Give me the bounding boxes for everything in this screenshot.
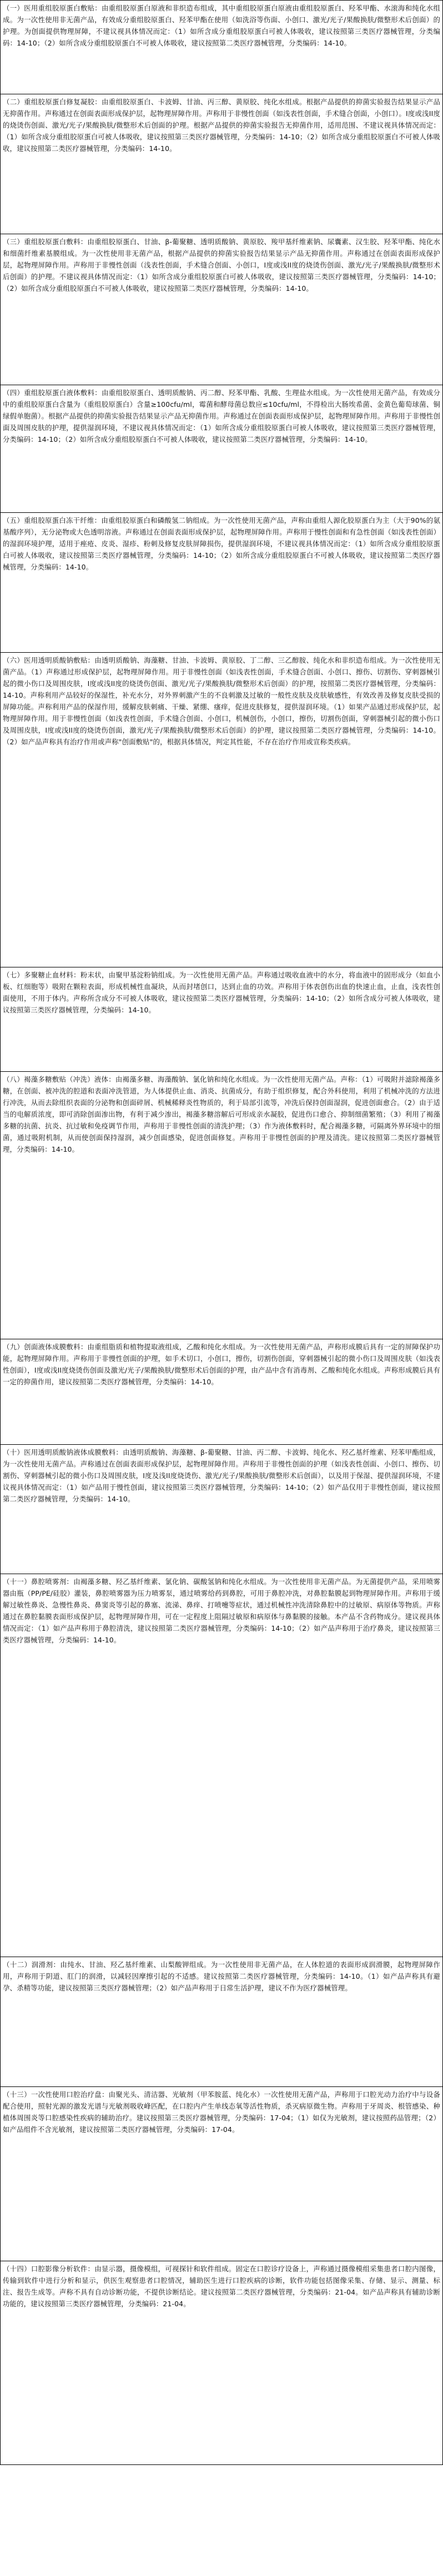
item-06: （六）医用透明质酸钠敷贴：由透明质酸钠、海藻糖、甘油、卡波姆、黄原胶、丁二醇、三乙醇胺、纯化水和非织造布组成。为一次性使用无菌产品。（1）声称通过形成保护层，起物理屏障作用。用于非慢性创面（如浅表性创面，手术缝合创面、小创口、擦伤、切割伤、穿刺器械引起的微小伤口及周围皮肤，I度或浅II度的烧烫伤创面、激光/光子/果酸换肤/微整形术后创面）的护理，按照第二类医疗器械管理，分类编码：14-10。声称利用产品较好的保湿性，补充水分，对外界刺激产生的不良刺激及过敏的一般性皮肤及皮肤敏感性，有效改善及修复皮肤受损的屏障功能。声称利用产品的保湿作用，缓解皮肤刺痛、干燥、紧绷、瘙痒，促进皮肤修复，提供湿润环境。（1）如果产品通过形成保护层，起物理屏障作用。用于非慢性创面（如浅表性创面，手术缝合创面、小创口，机械创伤，小创口，擦伤，切割伤创面，穿刺器械引起的微小伤口及周围皮肤，I度或浅II度的烧烫伤创面，激光/光子/果酸换肤/微整形术后创面）的护理，建议按照第二类医疗器械管理，分类编码：14-10。（2）如产品声称具有治疗作用或声称"创面敷贴"的，根据具体情况，判定其性能，不存在治疗作用或宣称类疾病。 [1,653,442,967]
item-10: （十）医用透明质酸钠液体成膜敷料：由透明质酸钠、海藻糖、β-葡聚糖、甘油、丙二醇、卡波姆、纯化水、羟乙基纤维素、羟苯甲酯组成，为一次性使用无菌产品。声称通过在创面表面形成保护层，起物理屏障作用。声称用于非慢性创面的护理（如浅表性创面、小创口、擦伤、切割伤、穿刺器械引起的微小伤口及周围皮肤，I度及浅II度烧烫伤、激光/光子/果酸换肤/微整形术后创面），以及用于保湿、提供湿润环境，不建议视具体情况而定：（1）如产品用于慢性创面，建议按照第三类医疗器械管理，分类编码：14-10；（2）如产品仅用于非慢性创面，建议按照第二类医疗器械管理，分类编码：14-10。 [1,1445,442,1574]
item-09: （九）创面液体成膜敷料：由重组脂质和植物提取液组成，乙酸和纯化水组成。为一次性使用无菌产品，声称形成膜后具有一定的屏障保护功能，起物理屏障作用。声称用于非慢性创面的护理，如手术切口，小创口，擦伤，切割伤创面，穿刺器械引起的微小伤口及周围皮肤（如浅表性创面），I度或浅II度烧烫伤创面及激光/光子/果酸换肤/微整形术后创面的护理，由产品中含有消毒剂、乙酸和纯化水组成。声称形成膜后具有一定的抑菌作用，建议按照第二类医疗器械管理，分类编码：14-10。 [1,1339,442,1445]
item-13: （十三）一次性使用口腔治疗盘：由聚光头、清洁器、光敏剂（甲苯胺蓝、纯化水）一次性使用无菌产品，声称用于口腔光动力治疗中与设备配合使用，照射光源的激发光谱与光敏剂吸收峰匹配，在口腔内产生单线态氧等活性物质，杀灭病原微生物。声称用于牙周炎、根管感染、种植体周围炎等口腔感染性疾病的辅助治疗。建议按照第三类医疗器械管理，分类编码：17-04；（1）如仅为光敏剂，建议按照药品管理；（2）如产品组件不含光敏剂，建议按照第二类医疗器械管理，分类编码：17-04。 [1,2087,442,2261]
item-08: （八）褐藻多糖敷贴（冲洗）液体：由褐藻多糖、海藻酸钠、氯化钠和纯化水组成。为一次性使用无菌产品。声称：（1）可吸附并滤除褐藻多糖，在创面、被冲洗的腔道和表面冲洗管道，为人体提供止血、消炎、抗菌成分，有助于组织修复，配合外科使用，利用了机械冲洗的方法进行冲洗，从而去除组织表面的分泌物和创面碎屑、机械稀释炎性物质的，利于局部引流等，冲洗后保持创面湿润，促进创面愈合。（2）由于适当的电解质浓度，即可消除创面渗出物，有利于减少渗出，褐藻多糖溶解后可形成亲水凝胶，促进伤口愈合、抑制细菌繁殖；（3）利用了褐藻多糖的抗菌、抗炎、抗过敏和免疫调节作用，声称用于非慢性创面的清洗护理；（3）作为液体敷料时，配合褐藻多糖，可隔离外界环境中的细菌，通过吸附机制，从而使创面保持湿润，减少创面感染，促进创面修复。声称用于非慢性创面的护理及清洗。建议按照第二类医疗器械管理，分类编码：14-10。 [1,1072,442,1339]
item-02: （二）重组胶原蛋白修复凝胶：由重组胶原蛋白、卡波姆、甘油、丙三醇、黄原胶、纯化水组成。根据产品提供的抑菌实验报告结果显示产品无抑菌作用。声称通过在创面表面形成保护层，起物理屏障作用。声称用于非慢性创面（如浅表性创面，手术缝合创面，小创口）。I度或浅II度的烧烫伤创面、激光/光子/果酸换肤/微整形术后创面的护理。根据产品提供的抑菌实验报告无抑菌作用，适用范围、不建议视具体情况而定：（1）如所含成分重组胶原蛋白可被人体吸收，建议按照第三类医疗器械管理，分类编码：14-10；（2）如所含成分重组胶原蛋白不可被人体吸收，建议按照第二类医疗器械管理，分类编码：14-10。 [1,94,442,234]
item-01: （一）医用重组胶原蛋白敷贴：由重组胶原蛋白原液和非织造布组成，其中重组胶原蛋白原液由重组胶原蛋白、羟苯甲酯、水滚海和纯化水组成。为一次性使用非无菌产品，有效成分重组胶原蛋白、羟苯甲酯在使用（如洗浴等伤面、小创口、激光/光子/果酸换肤/微整形术后创面）的护理。为创面提供物理屏障，不建议视具体情况而定：（1）如所含成分重组胶原蛋白可被人体吸收，建议按照第三类医疗器械管理，分类编码：14-10；（2）如所含成分重组胶原蛋白不可被人体吸收，建议按照第二类医疗器械管理，分类编码：14-10。 [1,1,442,94]
item-12: （十二）润滑剂：由纯水、甘油、羟乙基纤维素、山梨酸钾组成。为一次性使用非无菌产品，在人体腔道的表面形成润滑膜，起物理屏障作用，声称用于阴道、肛门的润滑，以减轻因摩擦引起的不适感。建议按照第二类医疗器械管理，分类编码：14-10。（1）如产品声称具有避孕、杀精等功能，建议按照第三类医疗器械管理；（2）如产品声称用于日常生活护理，建议不作为医疗器械管理。 [1,1957,442,2087]
item-03: （三）重组胶原蛋白敷料：由重组胶原蛋白、甘油、β-葡聚糖、透明质酸钠、黄原胶、羧甲基纤维素钠、尿囊素、汉生胶、羟苯甲酯、纯化水和细菌纤维素基膜组成。为一次性使用非无菌产品，根据产品提供的抑菌实验报告结果显示产品无抑菌作用。声称通过在创面表面形成保护层，起物理屏障作用。声称用于非慢性创面（浅表性创面，手术缝合创面、小创口，I度或浅II度的烧烫伤创面、激光/光子/果酸换肤/微整形术后创面）的护理。不建议视具体情况而定：（1）如所含成分重组胶原蛋白可被人体吸收，建议按照第三类医疗器械管理，分类编码：14-10；（2）如所含成分重组胶原蛋白不可被人体吸收，建议按照第二类医疗器械管理，分类编码：14-10。 [1,234,442,385]
item-14: （十四）口腔影像分析软件：由显示器，摄像模组，可视探针和软件组成。固定在口腔诊疗设备上，声称通过摄像模组采集患者口腔内图像，传输到软件中进行分析和显示，供医生观察患者口腔情况，辅助医生进行口腔疾病的诊断，软件功能包括图像采集、存储、显示、测量、标注、报告生成等。声称不具有自动诊断功能，不提供诊断结论。建议按照第二类医疗器械管理，分类编码：21-04。如产品声称具有辅助诊断功能的，建议按照第三类医疗器械管理，分类编码：21-04。 [3,2265,440,2308]
item-11: （十一）鼻腔喷雾剂：由褐藻多糖、羟乙基纤维素、氯化钠、碳酸氢钠和纯化水组成。为一次性使用非无菌产品。为无菌提供产品，采用喷雾器由瓶（PP/PE/硅胶）灌装，鼻腔喷雾器为压力喷雾泵，通过喷雾给药到鼻腔，可用于鼻腔冲洗，对鼻腔黏膜起到物理屏障作用。声称用于缓解过敏性鼻炎、急慢性鼻炎、鼻窦炎等引起的鼻塞、流涕、鼻痒、打喷嚏等症状，通过机械性冲洗清除鼻腔中的过敏原、病原体等物质。声称通过在鼻腔黏膜表面形成保护层，起物理屏障作用，可在一定程度上阻隔过敏原和病原体与鼻黏膜的接触。本产品不含药物成分。建议视具体情况而定：（1）如产品声称用于鼻腔清洗，建议按照第二类医疗器械管理，分类编码：14-10；（2）如产品声称用于治疗鼻炎，建议按照第三类医疗器械管理，分类编码：14-10。 [1,1574,442,1957]
item-05: （五）重组胶原蛋白冻干纤维：由重组胶原蛋白和磷酸氢二钠组成。为一次性使用无菌产品，声称由重组人源化胶原蛋白为主（大于90%的氨基酸序列），无分泌物或大色透明溶液。声称通过在创面表面形成保护层，起物理屏障作用。声称用于慢性创面和有急性创面（如浅表性创面）的湿润环境护理，适用于痤疮、皮炎、湿疹、粉刺及修复皮肤屏障损伤，提供湿润环境，不建议视具体情况而定：（1）如所含成分重组胶原蛋白可被人体吸收，建议按照第三类医疗器械管理，分类编码：14-10；（2）如所含成分重组胶原蛋白不可被人体吸收，建议按照第二类医疗器械管理，分类编码：14-10。 [1,513,442,653]
item-04: （四）重组胶原蛋白液体敷料：由重组胶原蛋白、透明质酸钠、丙二醇、羟苯甲酯、乳酸、生理盐水组成。为一次性使用无菌产品，有效成分中的重组胶原蛋白含量为（重组胶原蛋白）含量≥100cfu/ml，霉菌和酵母菌总数应≤10cfu/ml，不得检出大肠埃希菌、金黄色葡萄球菌、铜绿假单胞菌）。根据产品提供的抑菌实验报告结果显示产品无抑菌作用。声称通过在创面表面形成保护层，起物理屏障作用。声称用于非慢性创面及周围皮肤的护理，提供湿润环境，不建议视具体情况而定：（1）如所含成分重组胶原蛋白可被人体吸收，建议按照第三类医疗器械管理，分类编码：14-10；（2）如所含成分重组胶原蛋白不可被人体吸收，建议按照第二类医疗器械管理，分类编码：14-10。 [1,385,442,513]
item-07: （七）多聚糖止血材料：粉末状，由聚甲基淀粉钠组成。为一次性使用无菌产品。声称通过吸收血液中的水分，将血液中的固形成分（如血小板、红细胞等）吸附在颗粒表面，形成机械性血凝块，从而封堵创口，达到止血的功效。声称用于体表创伤出血的快速止血，止血，浅表性创面使用，不用于体内。声称所含成分不可被人体吸收，建议按照第二类医疗器械管理，分类编码：14-10；（2）如所含成分可被人体吸收，建议按照第三类医疗器械管理，分类编码：14-10。 [1,967,442,1072]
